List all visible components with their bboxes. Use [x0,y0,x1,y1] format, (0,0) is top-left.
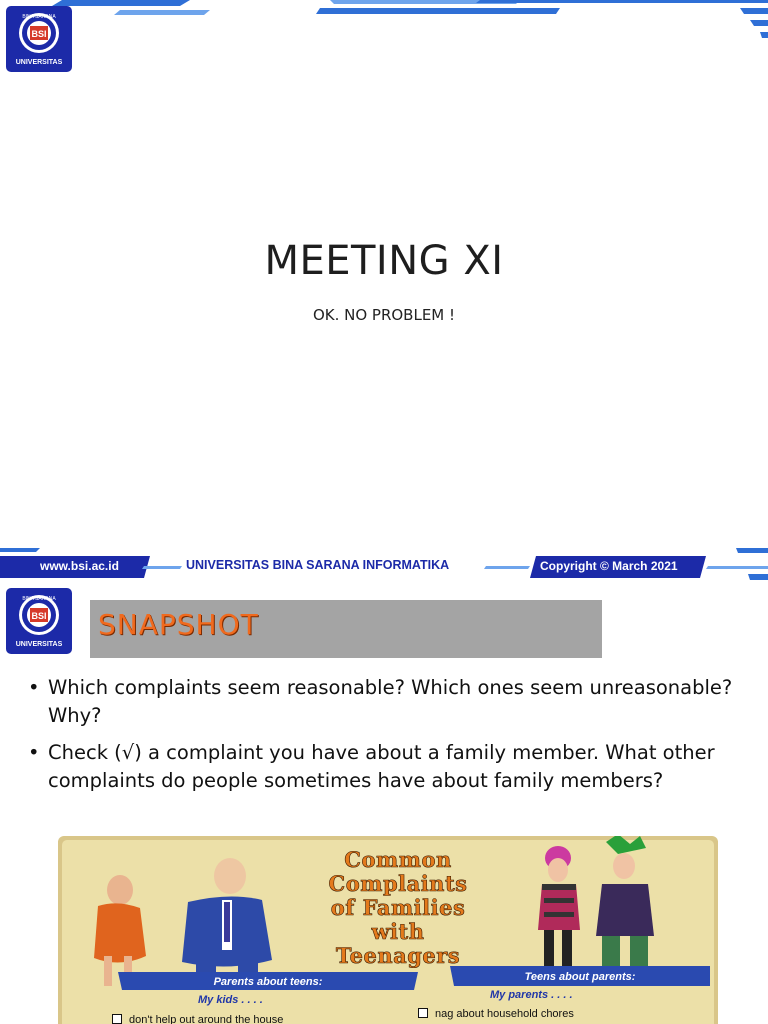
poster-item-text: don't help out around the house [129,1014,284,1024]
poster-left-header: Parents about teens: [213,976,323,988]
footer-bar [0,548,768,582]
poster-title-line: Complaints [328,871,468,896]
logo-top-text: BINA SARANA [22,596,56,602]
logo-bottom-text: UNIVERSITAS [15,59,63,66]
poster-left-sub: My kids . . . . [198,994,263,1006]
poster-title-line: with [371,919,425,944]
university-logo-2 [6,588,72,654]
slide-subtitle-text: OK. NO PROBLEM ! [312,306,456,324]
poster-right-header: Teens about parents: [524,971,636,983]
logo-bottom-text: UNIVERSITAS [15,641,63,648]
complaints-poster [58,836,718,1024]
header-decoration [0,0,768,40]
snapshot-heading-bar [90,600,602,658]
poster-right-sub: My parents . . . . [490,989,573,1001]
poster-title-line: Teenagers [335,943,461,968]
bullet-item: • Which complaints seem reasonable? Which ones seem unreasonable? Why? [28,674,748,730]
poster-title-line: of Families [330,895,466,920]
checkbox[interactable] [418,1008,428,1018]
slide-title-text: MEETING XI [264,238,504,284]
poster-title-line: Common [344,847,452,872]
slide-snapshot [0,548,768,1024]
university-logo [6,6,72,72]
poster-title [298,848,498,968]
bullet-item: • Check (√) a complaint you have about a family member. What other complaints do people sometimes have about family members? [28,739,748,795]
logo-top-text: BINA SARANA [22,14,56,20]
poster-left-item [112,1014,283,1024]
logo-mark: BSI [31,611,47,621]
footer-url: www.bsi.ac.id [40,559,119,573]
bullet-list [28,674,748,804]
checkbox[interactable] [112,1014,122,1024]
poster-right-item [418,1008,574,1020]
footer-copyright: Copyright © March 2021 [540,559,678,573]
footer-university: UNIVERSITAS BINA SARANA INFORMATIKA [186,558,450,572]
snapshot-heading: SNAPSHOT [98,608,259,641]
logo-mark: BSI [31,29,47,39]
poster-item-text: nag about household chores [435,1008,574,1020]
